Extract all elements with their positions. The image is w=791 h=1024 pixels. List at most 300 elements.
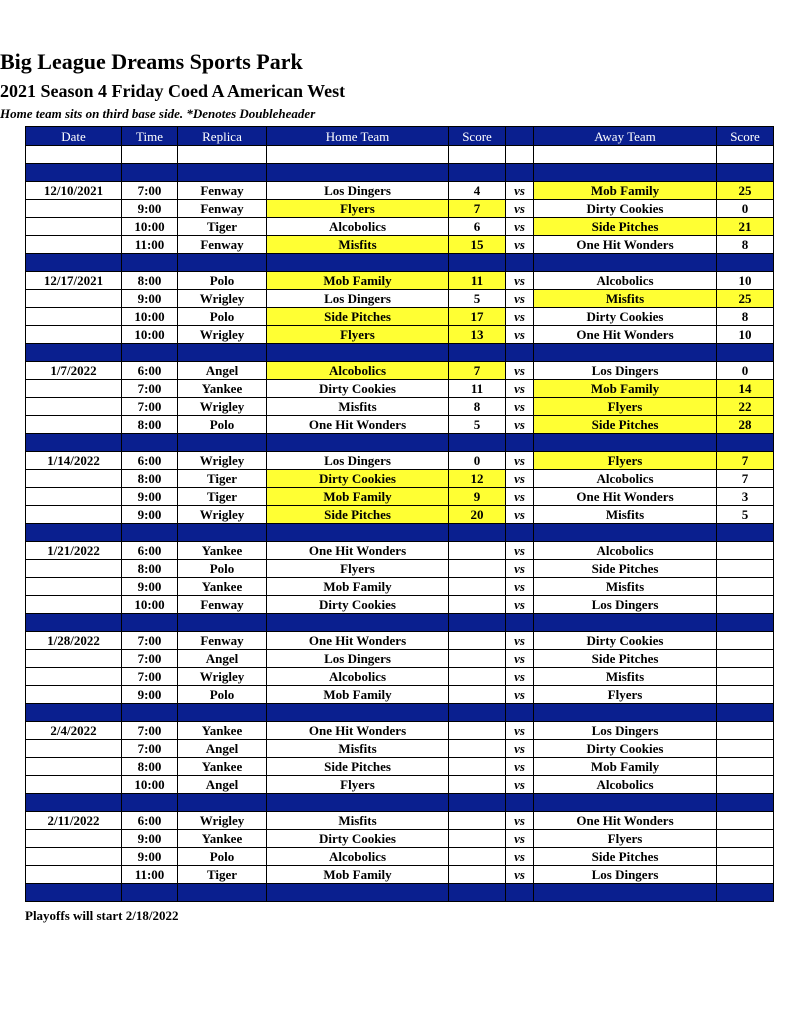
away-team: One Hit Wonders: [534, 488, 717, 506]
game-row: [26, 632, 774, 650]
spacer-cell: [717, 884, 774, 902]
home-score: [449, 722, 506, 740]
home-team: Misfits: [267, 236, 449, 254]
week-separator: [26, 884, 774, 902]
home-score: 5: [449, 416, 506, 434]
game-time: 9:00: [122, 488, 178, 506]
game-date: [26, 848, 122, 866]
vs-label: vs: [506, 218, 534, 236]
game-date: [26, 380, 122, 398]
spacer-cell: [534, 794, 717, 812]
vs-label: vs: [506, 722, 534, 740]
spacer-cell: [178, 434, 267, 452]
game-replica: Wrigley: [178, 452, 267, 470]
spacer-cell: [506, 254, 534, 272]
game-replica: Wrigley: [178, 326, 267, 344]
home-score: 8: [449, 398, 506, 416]
home-team: Dirty Cookies: [267, 380, 449, 398]
spacer-cell: [267, 164, 449, 182]
home-team: Side Pitches: [267, 506, 449, 524]
game-row: [26, 596, 774, 614]
game-row: [26, 308, 774, 326]
game-time: 8:00: [122, 560, 178, 578]
header-away-team: Away Team: [534, 127, 717, 146]
vs-label: vs: [506, 398, 534, 416]
game-time: 9:00: [122, 290, 178, 308]
spacer-cell: [449, 614, 506, 632]
spacer-cell: [122, 434, 178, 452]
week-separator: [26, 344, 774, 362]
spacer-cell: [506, 524, 534, 542]
away-score: 5: [717, 506, 774, 524]
home-team: Dirty Cookies: [267, 830, 449, 848]
game-replica: Wrigley: [178, 506, 267, 524]
home-score: 5: [449, 290, 506, 308]
spacer-cell: [178, 164, 267, 182]
spacer-cell: [122, 614, 178, 632]
game-replica: Angel: [178, 740, 267, 758]
away-team: Alcobolics: [534, 776, 717, 794]
header-home-team: Home Team: [267, 127, 449, 146]
game-replica: Fenway: [178, 596, 267, 614]
home-score: 12: [449, 470, 506, 488]
game-row: [26, 686, 774, 704]
spacer-cell: [26, 164, 122, 182]
game-row: [26, 272, 774, 290]
game-row: [26, 326, 774, 344]
game-time: 7:00: [122, 650, 178, 668]
game-replica: Polo: [178, 848, 267, 866]
game-row: [26, 488, 774, 506]
away-team: Alcobolics: [534, 542, 717, 560]
vs-label: vs: [506, 686, 534, 704]
vs-label: vs: [506, 452, 534, 470]
spacer-cell: [26, 794, 122, 812]
vs-label: vs: [506, 308, 534, 326]
away-team: Flyers: [534, 830, 717, 848]
spacer-cell: [717, 164, 774, 182]
spacer-cell: [122, 146, 178, 164]
game-row: [26, 542, 774, 560]
game-time: 7:00: [122, 668, 178, 686]
game-row: [26, 776, 774, 794]
away-score: 8: [717, 236, 774, 254]
vs-label: vs: [506, 182, 534, 200]
spacer-cell: [534, 884, 717, 902]
spacer-cell: [26, 254, 122, 272]
subtitle: 2021 Season 4 Friday Coed A American West: [0, 81, 346, 101]
week-separator: [26, 524, 774, 542]
home-team: Flyers: [267, 560, 449, 578]
home-score: 13: [449, 326, 506, 344]
vs-label: vs: [506, 200, 534, 218]
game-row: [26, 182, 774, 200]
game-row: [26, 416, 774, 434]
blank-row: [26, 146, 774, 164]
game-time: 6:00: [122, 542, 178, 560]
home-score: [449, 650, 506, 668]
away-score: [717, 866, 774, 884]
game-time: 9:00: [122, 830, 178, 848]
spacer-cell: [122, 524, 178, 542]
spacer-cell: [26, 146, 122, 164]
away-team: Misfits: [534, 506, 717, 524]
spacer-cell: [267, 704, 449, 722]
spacer-cell: [267, 614, 449, 632]
spacer-cell: [267, 146, 449, 164]
away-score: [717, 632, 774, 650]
vs-label: vs: [506, 596, 534, 614]
spacer-cell: [178, 524, 267, 542]
vs-label: vs: [506, 470, 534, 488]
game-date: [26, 668, 122, 686]
week-separator: [26, 794, 774, 812]
away-score: [717, 668, 774, 686]
away-score: [717, 830, 774, 848]
away-team: Side Pitches: [534, 416, 717, 434]
game-date: 2/4/2022: [26, 722, 122, 740]
game-date: [26, 308, 122, 326]
game-date: 1/7/2022: [26, 362, 122, 380]
home-team: Alcobolics: [267, 218, 449, 236]
away-score: [717, 542, 774, 560]
game-time: 7:00: [122, 740, 178, 758]
spacer-cell: [122, 884, 178, 902]
home-score: [449, 758, 506, 776]
vs-label: vs: [506, 488, 534, 506]
header-replica: Replica: [178, 127, 267, 146]
game-time: 6:00: [122, 812, 178, 830]
game-date: [26, 236, 122, 254]
away-team: Side Pitches: [534, 650, 717, 668]
spacer-cell: [717, 524, 774, 542]
home-score: [449, 740, 506, 758]
vs-label: vs: [506, 506, 534, 524]
week-separator: [26, 164, 774, 182]
spacer-cell: [26, 614, 122, 632]
spacer-cell: [717, 344, 774, 362]
game-replica: Wrigley: [178, 812, 267, 830]
home-score: [449, 812, 506, 830]
spacer-cell: [122, 344, 178, 362]
home-team: Mob Family: [267, 866, 449, 884]
game-time: 7:00: [122, 182, 178, 200]
game-date: [26, 488, 122, 506]
vs-label: vs: [506, 848, 534, 866]
spacer-cell: [506, 704, 534, 722]
game-date: [26, 830, 122, 848]
home-team: Side Pitches: [267, 758, 449, 776]
away-team: Dirty Cookies: [534, 200, 717, 218]
game-replica: Tiger: [178, 866, 267, 884]
game-date: [26, 578, 122, 596]
game-replica: Yankee: [178, 722, 267, 740]
away-score: [717, 560, 774, 578]
game-row: [26, 398, 774, 416]
game-row: [26, 560, 774, 578]
home-team: Mob Family: [267, 272, 449, 290]
vs-label: vs: [506, 290, 534, 308]
note: Home team sits on third base side. *Denotes Doubleheader: [0, 106, 316, 121]
spacer-cell: [717, 434, 774, 452]
spacer-cell: [449, 794, 506, 812]
spacer-cell: [534, 146, 717, 164]
vs-label: vs: [506, 632, 534, 650]
game-time: 6:00: [122, 362, 178, 380]
spacer-cell: [534, 254, 717, 272]
game-replica: Polo: [178, 686, 267, 704]
home-score: [449, 542, 506, 560]
game-replica: Wrigley: [178, 290, 267, 308]
away-team: Mob Family: [534, 380, 717, 398]
game-replica: Polo: [178, 416, 267, 434]
spacer-cell: [178, 884, 267, 902]
home-team: Los Dingers: [267, 182, 449, 200]
spacer-cell: [178, 794, 267, 812]
spacer-cell: [534, 164, 717, 182]
away-team: Misfits: [534, 290, 717, 308]
game-date: [26, 200, 122, 218]
away-team: Flyers: [534, 398, 717, 416]
home-team: Mob Family: [267, 488, 449, 506]
home-score: 7: [449, 200, 506, 218]
spacer-cell: [26, 704, 122, 722]
game-row: [26, 380, 774, 398]
home-score: 11: [449, 380, 506, 398]
header-row: [26, 127, 774, 146]
game-replica: Angel: [178, 362, 267, 380]
game-time: 11:00: [122, 236, 178, 254]
away-team: Side Pitches: [534, 560, 717, 578]
home-team: Alcobolics: [267, 848, 449, 866]
game-date: [26, 416, 122, 434]
home-score: [449, 596, 506, 614]
game-date: [26, 398, 122, 416]
vs-label: vs: [506, 758, 534, 776]
spacer-cell: [449, 146, 506, 164]
away-score: 7: [717, 452, 774, 470]
home-team: Misfits: [267, 740, 449, 758]
spacer-cell: [267, 524, 449, 542]
footer-note: Playoffs will start 2/18/2022: [25, 908, 179, 923]
week-separator: [26, 704, 774, 722]
home-score: [449, 668, 506, 686]
game-time: 10:00: [122, 326, 178, 344]
home-score: [449, 830, 506, 848]
home-team: Dirty Cookies: [267, 596, 449, 614]
spacer-cell: [534, 524, 717, 542]
home-team: Los Dingers: [267, 650, 449, 668]
away-score: [717, 722, 774, 740]
spacer-cell: [506, 164, 534, 182]
away-team: Los Dingers: [534, 866, 717, 884]
away-team: Misfits: [534, 578, 717, 596]
vs-label: vs: [506, 272, 534, 290]
spacer-cell: [178, 254, 267, 272]
away-score: 7: [717, 470, 774, 488]
game-time: 7:00: [122, 398, 178, 416]
away-team: One Hit Wonders: [534, 236, 717, 254]
home-score: 11: [449, 272, 506, 290]
game-row: [26, 236, 774, 254]
spacer-cell: [449, 344, 506, 362]
game-date: [26, 560, 122, 578]
away-score: 0: [717, 362, 774, 380]
game-date: [26, 596, 122, 614]
home-score: 9: [449, 488, 506, 506]
home-score: 20: [449, 506, 506, 524]
away-team: Flyers: [534, 686, 717, 704]
home-team: One Hit Wonders: [267, 722, 449, 740]
away-score: 10: [717, 272, 774, 290]
home-team: One Hit Wonders: [267, 542, 449, 560]
spacer-cell: [267, 254, 449, 272]
home-team: Los Dingers: [267, 452, 449, 470]
away-team: Mob Family: [534, 758, 717, 776]
home-team: Alcobolics: [267, 668, 449, 686]
away-team: Side Pitches: [534, 848, 717, 866]
spacer-cell: [506, 884, 534, 902]
away-score: [717, 740, 774, 758]
away-team: Dirty Cookies: [534, 740, 717, 758]
vs-label: vs: [506, 380, 534, 398]
game-time: 8:00: [122, 758, 178, 776]
away-team: One Hit Wonders: [534, 812, 717, 830]
away-score: [717, 812, 774, 830]
home-score: 4: [449, 182, 506, 200]
home-score: [449, 560, 506, 578]
game-row: [26, 812, 774, 830]
away-score: 8: [717, 308, 774, 326]
game-row: [26, 470, 774, 488]
game-time: 10:00: [122, 218, 178, 236]
home-score: 7: [449, 362, 506, 380]
game-row: [26, 218, 774, 236]
away-score: 25: [717, 182, 774, 200]
away-team: Dirty Cookies: [534, 632, 717, 650]
home-team: Side Pitches: [267, 308, 449, 326]
home-score: 15: [449, 236, 506, 254]
spacer-cell: [178, 614, 267, 632]
spacer-cell: [449, 254, 506, 272]
spacer-cell: [534, 344, 717, 362]
home-team: Mob Family: [267, 578, 449, 596]
game-time: 8:00: [122, 416, 178, 434]
header-date: Date: [26, 127, 122, 146]
schedule-table: [25, 126, 774, 902]
home-score: [449, 632, 506, 650]
game-replica: Angel: [178, 650, 267, 668]
game-time: 8:00: [122, 272, 178, 290]
vs-label: vs: [506, 326, 534, 344]
spacer-cell: [26, 434, 122, 452]
spacer-cell: [122, 794, 178, 812]
away-team: Los Dingers: [534, 362, 717, 380]
spacer-cell: [267, 344, 449, 362]
spacer-cell: [178, 704, 267, 722]
game-time: 9:00: [122, 200, 178, 218]
home-score: 0: [449, 452, 506, 470]
game-date: [26, 506, 122, 524]
game-row: [26, 506, 774, 524]
game-row: [26, 758, 774, 776]
away-score: 21: [717, 218, 774, 236]
header-time: Time: [122, 127, 178, 146]
away-score: 0: [717, 200, 774, 218]
spacer-cell: [449, 884, 506, 902]
week-separator: [26, 254, 774, 272]
game-time: 6:00: [122, 452, 178, 470]
away-score: [717, 776, 774, 794]
spacer-cell: [449, 524, 506, 542]
home-team: Flyers: [267, 200, 449, 218]
game-date: [26, 326, 122, 344]
home-team: Flyers: [267, 776, 449, 794]
home-team: One Hit Wonders: [267, 632, 449, 650]
away-score: [717, 686, 774, 704]
spacer-cell: [449, 164, 506, 182]
game-date: 1/21/2022: [26, 542, 122, 560]
game-time: 7:00: [122, 632, 178, 650]
vs-label: vs: [506, 740, 534, 758]
vs-label: vs: [506, 650, 534, 668]
game-row: [26, 866, 774, 884]
game-replica: Yankee: [178, 380, 267, 398]
away-team: Los Dingers: [534, 596, 717, 614]
game-replica: Tiger: [178, 470, 267, 488]
game-replica: Fenway: [178, 182, 267, 200]
vs-label: vs: [506, 542, 534, 560]
spacer-cell: [449, 434, 506, 452]
game-time: 9:00: [122, 578, 178, 596]
spacer-cell: [122, 704, 178, 722]
header-vs: [506, 127, 534, 146]
spacer-cell: [506, 614, 534, 632]
home-score: [449, 776, 506, 794]
game-replica: Yankee: [178, 542, 267, 560]
away-score: 28: [717, 416, 774, 434]
game-replica: Yankee: [178, 578, 267, 596]
away-team: Misfits: [534, 668, 717, 686]
game-time: 7:00: [122, 380, 178, 398]
game-date: 1/14/2022: [26, 452, 122, 470]
vs-label: vs: [506, 560, 534, 578]
away-score: 3: [717, 488, 774, 506]
game-date: 12/10/2021: [26, 182, 122, 200]
spacer-cell: [267, 794, 449, 812]
spacer-cell: [534, 434, 717, 452]
home-team: Misfits: [267, 398, 449, 416]
game-time: 9:00: [122, 506, 178, 524]
spacer-cell: [506, 794, 534, 812]
vs-label: vs: [506, 416, 534, 434]
header-away-score: Score: [717, 127, 774, 146]
game-replica: Polo: [178, 272, 267, 290]
game-date: [26, 218, 122, 236]
home-team: Dirty Cookies: [267, 470, 449, 488]
spacer-cell: [26, 344, 122, 362]
spacer-cell: [534, 614, 717, 632]
spacer-cell: [717, 146, 774, 164]
game-date: 12/17/2021: [26, 272, 122, 290]
spacer-cell: [178, 146, 267, 164]
game-replica: Polo: [178, 560, 267, 578]
week-separator: [26, 434, 774, 452]
vs-label: vs: [506, 812, 534, 830]
away-team: Flyers: [534, 452, 717, 470]
away-score: 22: [717, 398, 774, 416]
game-replica: Fenway: [178, 236, 267, 254]
